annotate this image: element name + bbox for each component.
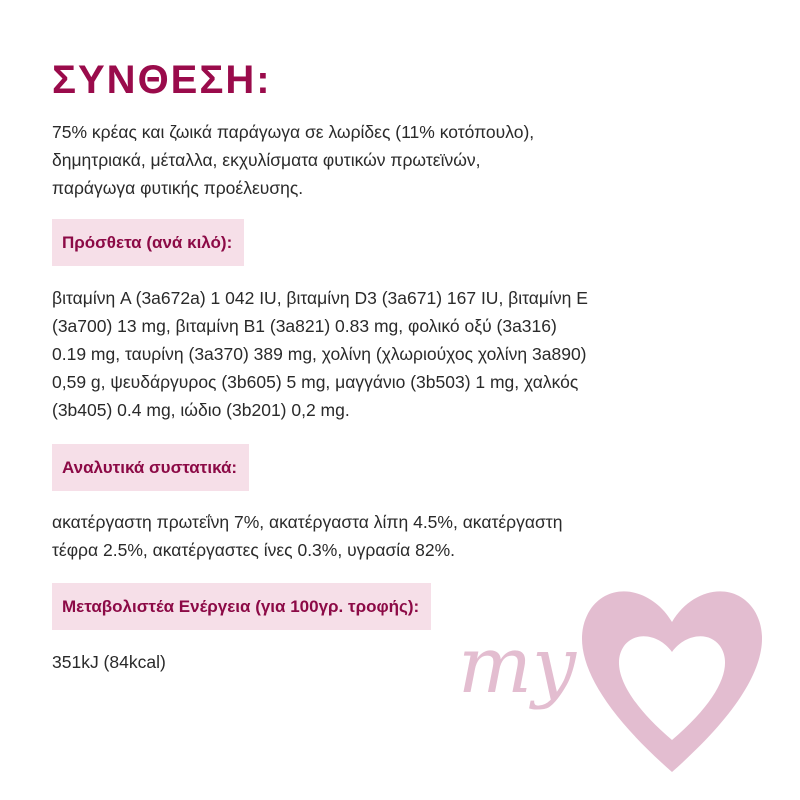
text-line: παράγωγα φυτικής προέλευσης. bbox=[52, 178, 304, 198]
text-line: (3a700) 13 mg, βιταμίνη B1 (3a821) 0.83 mg, φολικό οξύ (3a316) bbox=[52, 316, 557, 336]
text-line: βιταμίνη A (3a672a) 1 042 IU, βιταμίνη D3 (3a671) 167 IU, βιταμίνη E bbox=[52, 288, 588, 308]
text-line: δημητριακά, μέταλλα, εκχυλίσματα φυτικών πρωτεϊνών, bbox=[52, 150, 481, 170]
text-line: ακατέργαστη πρωτεΐνη 7%, ακατέργαστα λίπη 4.5%, ακατέργαστη bbox=[52, 512, 563, 532]
additives-heading: Πρόσθετα (ανά κιλό): bbox=[52, 219, 244, 266]
energy-heading: Μεταβολιστέα Ενέργεια (για 100γρ. τροφής): bbox=[52, 583, 431, 630]
analytical-text bbox=[52, 508, 562, 564]
text-line: 0.19 mg, ταυρίνη (3a370) 389 mg, χολίνη (χλωριούχος χολίνη 3a890) bbox=[52, 344, 587, 364]
analytical-heading: Αναλυτικά συστατικά: bbox=[52, 444, 249, 491]
text-line: (3b405) 0.4 mg, ιώδιο (3b201) 0,2 mg. bbox=[52, 400, 350, 420]
my-heart-logo bbox=[440, 580, 785, 780]
logo-text: my bbox=[458, 621, 577, 711]
heart-icon bbox=[582, 591, 762, 772]
text-line: 0,59 g, ψευδάργυρος (3b605) 5 mg, μαγγάνιο (3b503) 1 mg, χαλκός bbox=[52, 372, 579, 392]
text-line: 75% κρέας και ζωικά παράγωγα σε λωρίδες (11% κοτόπουλο), bbox=[52, 122, 535, 142]
text-line: τέφρα 2.5%, ακατέργαστες ίνες 0.3%, υγρασία 82%. bbox=[52, 540, 456, 560]
energy-value: 351kJ (84kcal) bbox=[52, 652, 166, 672]
additives-text bbox=[52, 284, 588, 424]
composition-text bbox=[52, 118, 534, 202]
page-title: ΣΥΝΘΕΣΗ: bbox=[52, 58, 272, 102]
